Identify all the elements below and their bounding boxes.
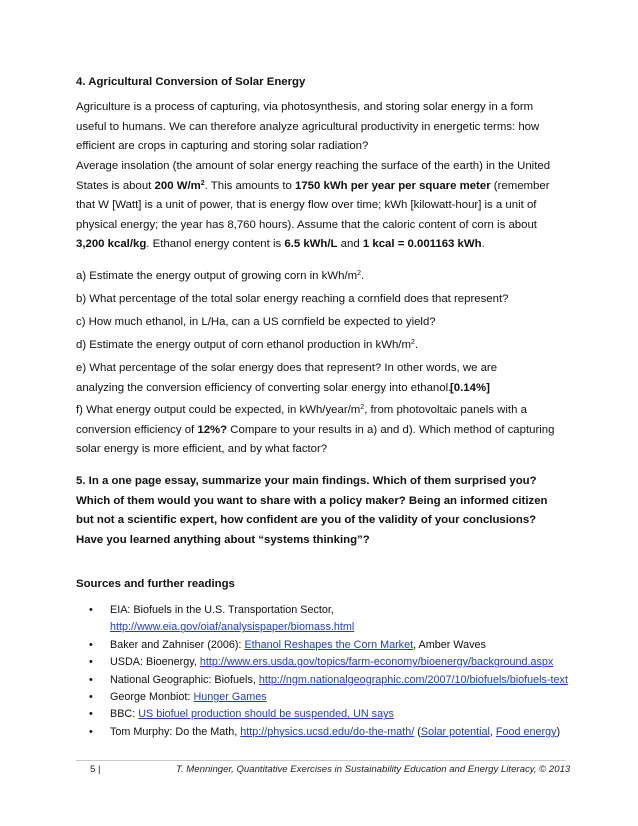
annual-energy-value: 1750 kWh per year per square meter (294, 179, 491, 192)
bullet-icon: • (89, 673, 93, 686)
superscript: 2 (360, 404, 365, 411)
text: . (361, 270, 365, 282)
question-e (76, 359, 566, 398)
ethanol-energy-value: 6.5 kWh/L (284, 238, 338, 250)
question-a (76, 267, 566, 287)
baker-link[interactable]: Ethanol Reshapes the Corn Market (244, 638, 414, 651)
usda-link[interactable]: http://www.ers.usda.gov/topics/farm-economy/bioenergy/background.aspx (199, 656, 554, 669)
bullet-icon: • (89, 656, 93, 669)
text: Compare to your results in a) and d). Which method of capturing solar energy is more efficient, and by what factor? (76, 423, 555, 455)
monbiot-link[interactable]: Hunger Games (193, 691, 267, 704)
footer-credit: T. Menninger, Quantitative Exercises in Sustainability Education and Energy Literacy, © 2013 (176, 764, 571, 775)
footer-divider (76, 760, 566, 761)
text: 200 W/m (154, 179, 201, 192)
efficiency-value: 12%? (197, 423, 228, 436)
list-item (90, 654, 590, 671)
eia-link[interactable]: http://www.eia.gov/oiaf/analysispaper/biomass.html (110, 621, 355, 634)
sources-heading: Sources and further readings (76, 578, 235, 590)
bullet-icon: • (89, 638, 93, 651)
bullet-icon: • (89, 604, 93, 616)
text: . This amounts to (204, 179, 295, 192)
text: ( (414, 725, 421, 738)
question-e-answer: [0.14%] (450, 381, 490, 394)
text: National Geographic: Biofuels, (110, 673, 259, 686)
text: , Amber Waves (413, 638, 486, 651)
text: ) (556, 725, 561, 738)
text: a) Estimate the energy output of growing corn in kWh/m (76, 270, 358, 282)
text: (remember that W [Watt] is a unit of power, that is energy flow over time; kWh [kilowatt-hour] is a unit of physical energy; the year has 8,760 hours). Assume that the caloric content of corn is about (76, 179, 550, 231)
list-item (90, 724, 590, 741)
text: f) What energy output could be expected, in kWh/year/m (76, 404, 361, 416)
conversion-factor-value: 1 kcal = 0.001163 kWh (362, 238, 482, 250)
bullet-icon: • (89, 725, 93, 738)
text: and (337, 238, 363, 250)
insolation-value (155, 180, 205, 192)
murphy-link[interactable]: http://physics.ucsd.edu/do-the-math/ (240, 725, 415, 738)
text: George Monbiot: (110, 691, 194, 704)
text: USDA: Bioenergy, (110, 656, 200, 669)
text: . (481, 238, 485, 250)
text: Tom Murphy: Do the Math, (110, 725, 241, 738)
food-energy-link[interactable]: Food energy (495, 725, 557, 738)
text: , from photovoltaic panels with a conversion efficiency of (76, 404, 527, 436)
section-4-intro: Agriculture is a process of capturing, via photosynthesis, and storing solar energy in a form useful to humans. We can therefore analyze agricultural productivity in energetic terms: how efficient are crops in capturing and storing solar radiation? (76, 101, 540, 152)
list-item (90, 602, 590, 637)
text: d) Estimate the energy output of corn ethanol production in kWh/m (76, 339, 411, 351)
bullet-icon: • (89, 691, 93, 704)
solar-potential-link[interactable]: Solar potential (420, 725, 490, 738)
text: BBC: (110, 708, 139, 721)
list-item (90, 706, 590, 723)
superscript: 2 (357, 270, 362, 277)
text: Baker and Zahniser (2006): (110, 638, 245, 651)
section-4-heading: 4. Agricultural Conversion of Solar Energy (76, 76, 306, 88)
caloric-content-value: 3,200 kcal/kg (76, 238, 147, 250)
natgeo-link[interactable]: http://ngm.nationalgeographic.com/2007/10/biofuels/biofuels-text (258, 673, 568, 686)
text: . Ethanol energy content is (146, 238, 285, 250)
section-5-prompt: 5. In a one page essay, summarize your main findings. Which of them surprised you? Which of them would you want to share with a policy maker? Being an informed citizen but not a scientific expert, how confident are you of the validity of your conclusions? Have you learned anything about “systems thinking”? (76, 475, 548, 546)
text: . (414, 339, 419, 351)
question-e-text: e) What percentage of the solar energy does that represent? In other words, we are analyzing the conversion efficiency of converting solar energy into ethanol. (76, 362, 498, 394)
superscript: 2 (410, 339, 415, 346)
question-f (76, 401, 566, 460)
page-number: 5 | (90, 764, 101, 775)
text: EIA: Biofuels in the U.S. Transportation Sector, (110, 604, 334, 616)
list-item (90, 637, 590, 654)
section-4-paragraph-insolation (76, 157, 566, 255)
bbc-link[interactable]: US biofuel production should be suspended, UN says (138, 708, 394, 721)
list-item (90, 672, 590, 689)
text: Average insolation (the amount of solar energy reaching the surface of the earth) in the United States is about (76, 160, 551, 192)
bullet-icon: • (89, 708, 93, 721)
question-c: c) How much ethanol, in L/Ha, can a US cornfield be expected to yield? (76, 316, 436, 328)
text: , (489, 725, 496, 738)
list-item (90, 689, 590, 706)
question-b: b) What percentage of the total solar energy reaching a cornfield does that represent? (76, 293, 509, 305)
superscript: 2 (200, 179, 205, 187)
question-d (76, 336, 566, 356)
sources-list (90, 602, 590, 741)
